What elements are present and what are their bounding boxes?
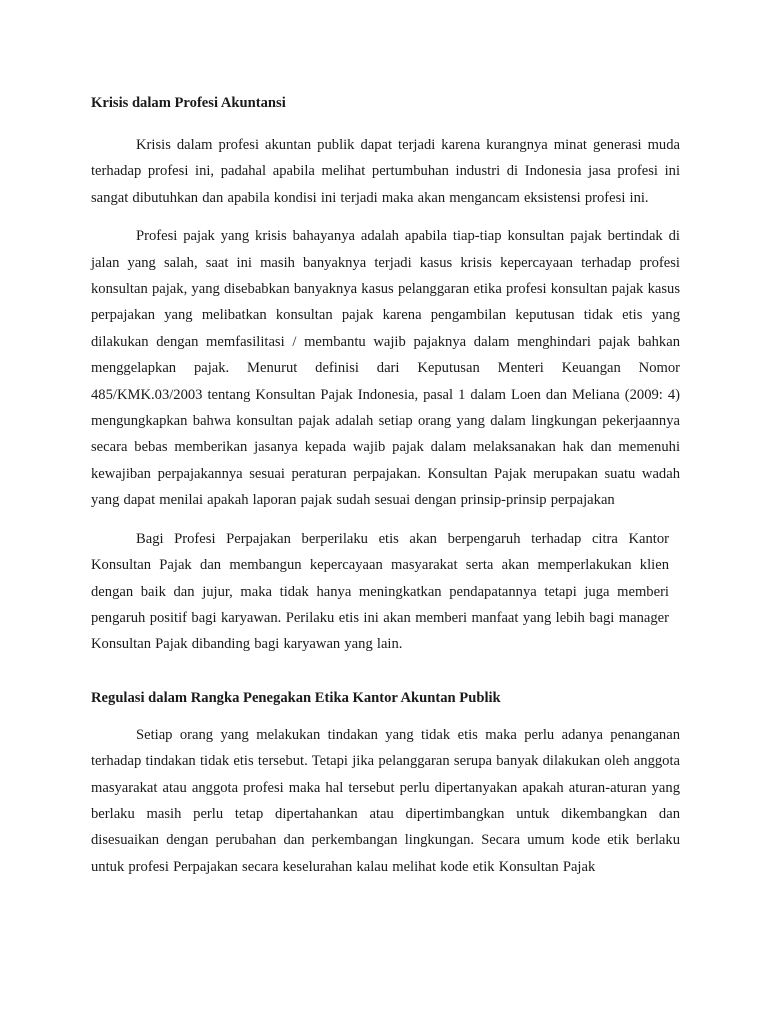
paragraph-perilaku-etis: Bagi Profesi Perpajakan berperilaku etis akan berpengaruh terhadap citra Kantor Konsultan Pajak dan membangun kepercayaan masyarakat serta akan memperlakukan klien dengan baik dan jujur, maka tidak hanya meningkatkan pendapatannya tetapi juga memberi pengaruh positif bagi karyawan. Perilaku etis ini akan memberi manfaat yang lebih bagi manager Konsultan Pajak dibanding bagi karyawan yang lain. [91, 530, 669, 653]
section-heading-regulasi: Regulasi dalam Rangka Penegakan Etika Kantor Akuntan Publik [91, 689, 501, 706]
paragraph-krisis-intro: Krisis dalam profesi akuntan publik dapat terjadi karena kurangnya minat generasi muda terhadap profesi ini, padahal apabila melihat pertumbuhan industri di Indonesia jasa profesi ini sangat dibutuhkan dan apabila kondisi ini terjadi maka akan mengancam eksistensi profesi ini. [91, 137, 680, 206]
paragraph-regulasi: Setiap orang yang melakukan tindakan yang tidak etis maka perlu adanya penanganan terhadap tindakan tidak etis tersebut. Tetapi jika pelanggaran serupa banyak dilakukan oleh anggota masyarakat atau anggota profesi maka hal tersebut perlu dipertanyakan apakah aturan-aturan yang berlaku masih perlu tetap dipertahankan atau dipertimbangkan untuk dikembangkan dan disesuaikan dengan perubahan dan perkembangan lingkungan. Secara umum kode etik berlaku untuk profesi Perpajakan secara keselurahan kalau melihat kode etik Konsultan Pajak [91, 726, 680, 875]
paragraph-profesi-pajak: Profesi pajak yang krisis bahayanya adalah apabila tiap-tiap konsultan pajak bertindak di jalan yang salah, saat ini masih banyaknya terjadi kasus krisis kepercayaan terhadap profesi konsultan pajak, yang disebabkan banyaknya kasus pelanggaran etika profesi konsultan pajak kasus perpajakan yang melibatkan konsultan pajak karena pengambilan keputusan tidak etis yang dilakukan dengan memfasilitasi / membantu wajib pajaknya dalam menghindari pajak bahkan menggelapkan pajak. Menurut definisi dari Keputusan Menteri Keuangan Nomor 485/KMK.03/2003 tentang Konsultan Pajak Indonesia, pasal 1 dalam Loen dan Meliana (2009: 4) mengungkapkan bahwa konsultan pajak adalah setiap orang yang dalam lingkungan pekerjaannya secara bebas memberikan jasanya kepada wajib pajak dalam melaksanakan hak dan memenuhi kewajiban perpajakannya sesuai peraturan perpajakan. Konsultan Pajak merupakan suatu wadah yang dapat menilai apakah laporan pajak sudah sesuai dengan prinsip-prinsip perpajakan [91, 228, 680, 509]
section-heading-krisis: Krisis dalam Profesi Akuntansi [91, 95, 286, 111]
